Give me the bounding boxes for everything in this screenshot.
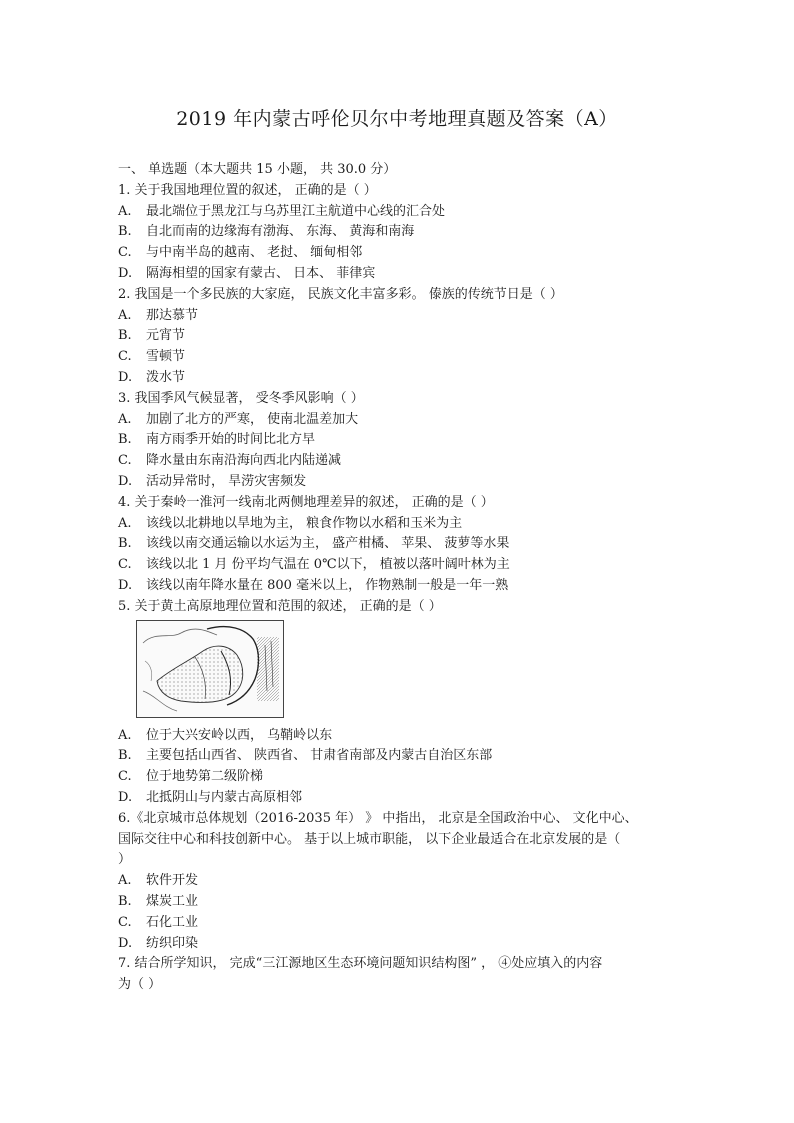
question-stem-line: 6.《北京城市总体规划（2016-2035 年） 》 中指出， 北京是全国政治中心、 文化中心、 xyxy=(118,810,638,826)
option-label: A. xyxy=(118,873,132,889)
option-a[interactable] xyxy=(118,410,678,431)
option-label: A. xyxy=(118,515,132,531)
question-stem-line: ） xyxy=(118,852,132,868)
question-4 xyxy=(118,493,678,597)
option-a[interactable] xyxy=(118,726,678,747)
option-label: D. xyxy=(118,369,133,385)
option-b[interactable] xyxy=(118,746,678,767)
question-7 xyxy=(118,954,678,996)
option-label: C. xyxy=(118,349,132,365)
option-text: 泼水节 xyxy=(146,369,186,385)
option-text: 最北端位于黑龙江与乌苏里江主航道中心线的汇合处 xyxy=(146,203,446,219)
option-a[interactable] xyxy=(118,306,678,327)
option-c[interactable] xyxy=(118,243,678,264)
question-stem: 3. 我国季风气候显著， 受冬季风影响（ ） xyxy=(118,390,364,406)
option-text: 煤炭工业 xyxy=(146,893,199,909)
question-stem-line: 为（ ） xyxy=(118,977,162,993)
option-b[interactable] xyxy=(118,892,678,913)
option-text: 主要包括山西省、 陕西省、 甘肃省南部及内蒙古自治区东部 xyxy=(146,748,493,764)
option-text: 位于地势第二级阶梯 xyxy=(146,769,264,785)
option-text: 隔海相望的国家有蒙古、 日本、 菲律宾 xyxy=(146,265,376,281)
option-d[interactable] xyxy=(118,264,678,285)
option-label: B. xyxy=(118,893,132,909)
option-text: 降水量由东南沿海向西北内陆递减 xyxy=(146,453,342,469)
document-title: 2019 年内蒙古呼伦贝尔中考地理真题及答案（A） xyxy=(176,108,618,130)
option-text: 与中南半岛的越南、 老挝、 缅甸相邻 xyxy=(146,245,363,261)
option-d[interactable] xyxy=(118,368,678,389)
question-3 xyxy=(118,389,678,493)
option-text: 南方雨季开始的时间比北方早 xyxy=(146,432,316,448)
option-text: 石化工业 xyxy=(146,914,199,930)
option-label: C. xyxy=(118,557,132,573)
option-d[interactable] xyxy=(118,788,678,809)
loess-plateau-map-figure xyxy=(136,620,284,718)
option-label: D. xyxy=(118,473,133,489)
option-text: 自北而南的边缘海有渤海、 东海、 黄海和南海 xyxy=(146,224,415,240)
option-label: D. xyxy=(118,577,133,593)
option-text: 那达慕节 xyxy=(146,307,199,323)
option-a[interactable] xyxy=(118,871,678,892)
option-label: C. xyxy=(118,453,132,469)
option-label: B. xyxy=(118,328,132,344)
option-label: C. xyxy=(118,769,132,785)
option-c[interactable] xyxy=(118,913,678,934)
option-label: B. xyxy=(118,432,132,448)
option-label: A. xyxy=(118,411,132,427)
question-stem: 2. 我国是一个多民族的大家庭， 民族文化丰富多彩。 傣族的传统节日是（ ） xyxy=(118,286,563,302)
option-label: B. xyxy=(118,536,132,552)
option-c[interactable] xyxy=(118,347,678,368)
section-heading: 一、 单选题（本大题共 15 小题， 共 30.0 分） xyxy=(118,162,397,177)
option-text: 该线以北 1 月 份平均气温在 0℃以下， 植被以落叶阔叶林为主 xyxy=(146,557,510,573)
option-b[interactable] xyxy=(118,222,678,243)
option-text: 活动异常时， 旱涝灾害频发 xyxy=(146,473,307,489)
exam-content xyxy=(118,160,678,996)
option-text: 该线以南交通运输以水运为主， 盛产柑橘、 苹果、 菠萝等水果 xyxy=(146,536,510,552)
option-label: C. xyxy=(118,914,132,930)
question-2 xyxy=(118,285,678,389)
option-label: A. xyxy=(118,203,132,219)
option-label: D. xyxy=(118,935,133,951)
option-b[interactable] xyxy=(118,534,678,555)
option-label: B. xyxy=(118,224,132,240)
option-d[interactable] xyxy=(118,934,678,955)
question-stem-line: 7. 结合所学知识， 完成“三江源地区生态环境问题知识结构图” ， ④处应填入的内容 xyxy=(118,956,603,972)
option-text: 该线以北耕地以旱地为主， 粮食作物以水稻和玉米为主 xyxy=(146,515,463,531)
option-text: 北抵阴山与内蒙古高原相邻 xyxy=(146,789,303,805)
question-6 xyxy=(118,809,678,955)
option-text: 加剧了北方的严寒， 使南北温差加大 xyxy=(146,411,359,427)
option-label: A. xyxy=(118,727,132,743)
map-illustration xyxy=(137,621,283,717)
option-label: A. xyxy=(118,307,132,323)
option-text: 元宵节 xyxy=(146,328,186,344)
option-d[interactable] xyxy=(118,472,678,493)
option-text: 软件开发 xyxy=(146,873,199,889)
option-text: 雪顿节 xyxy=(146,349,186,365)
option-label: D. xyxy=(118,265,133,281)
option-text: 位于大兴安岭以西， 乌鞘岭以东 xyxy=(146,727,333,743)
option-b[interactable] xyxy=(118,326,678,347)
question-stem: 5. 关于黄土高原地理位置和范围的叙述， 正确的是（ ） xyxy=(118,598,442,614)
option-b[interactable] xyxy=(118,430,678,451)
option-c[interactable] xyxy=(118,555,678,576)
question-stem: 4. 关于秦岭一淮河一线南北两侧地理差异的叙述， 正确的是（ ） xyxy=(118,494,494,510)
option-a[interactable] xyxy=(118,514,678,535)
option-label: D. xyxy=(118,789,133,805)
option-c[interactable] xyxy=(118,767,678,788)
question-stem-line: 国际交往中心和科技创新中心。 基于以上城市职能， 以下企业最适合在北京发展的是（ xyxy=(118,831,621,847)
option-c[interactable] xyxy=(118,451,678,472)
option-a[interactable] xyxy=(118,202,678,223)
question-5 xyxy=(118,597,678,809)
option-text: 该线以南年降水量在 800 毫米以上， 作物熟制一般是一年一熟 xyxy=(146,577,509,593)
option-label: B. xyxy=(118,748,132,764)
question-1 xyxy=(118,181,678,285)
question-stem: 1. 关于我国地理位置的叙述， 正确的是（ ） xyxy=(118,182,377,198)
option-text: 纺织印染 xyxy=(146,935,199,951)
option-label: C. xyxy=(118,245,132,261)
option-d[interactable] xyxy=(118,576,678,597)
